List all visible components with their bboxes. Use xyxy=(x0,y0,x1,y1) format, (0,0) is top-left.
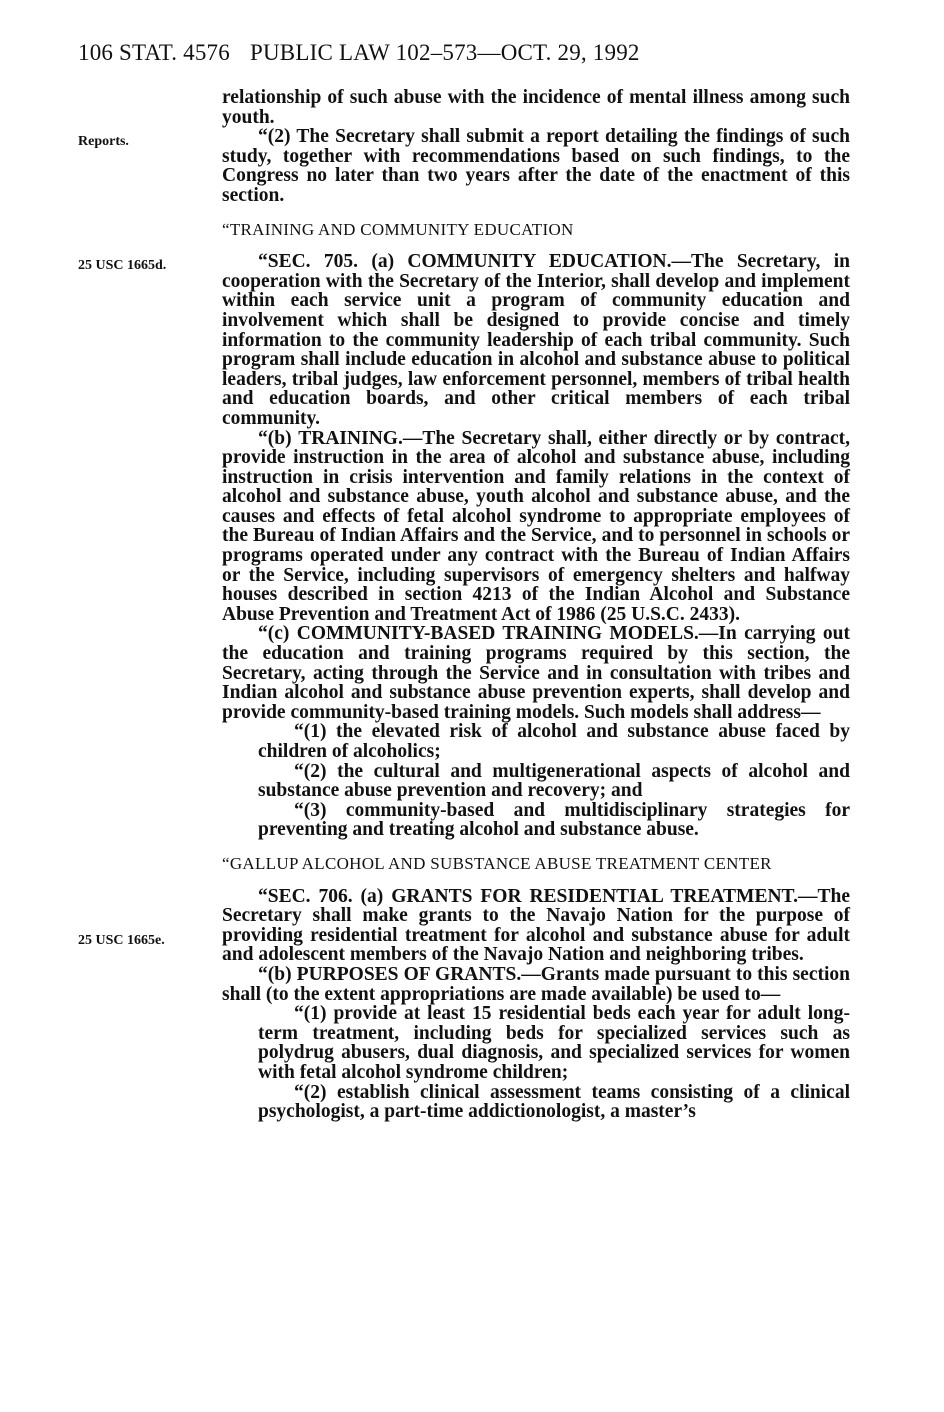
subsection-label: “(b) xyxy=(258,427,299,449)
section-705-a xyxy=(222,252,850,428)
section-heading-training: “TRAINING AND COMMUNITY EDUCATION xyxy=(222,219,574,239)
paragraph-continuation: relationship of such abuse with the incidence of mental illness among such youth. xyxy=(222,87,850,128)
statute-body xyxy=(222,88,850,1122)
stat-page-number: 106 STAT. 4576 xyxy=(78,40,230,65)
subsection-title-training-models: COMMUNITY-BASED TRAINING MODELS. xyxy=(296,623,699,645)
section-705-c xyxy=(222,624,850,722)
section-705-b xyxy=(222,429,850,625)
section-706-label: “SEC. 706. (a) xyxy=(258,885,392,907)
page-header xyxy=(78,40,848,70)
subsection-title-purposes: PURPOSES OF GRANTS. xyxy=(296,963,522,985)
section-heading-gallup: “GALLUP ALCOHOL AND SUBSTANCE ABUSE TREATMENT CENTER xyxy=(222,853,772,873)
subsection-title-community-education: COMMUNITY EDUCATION. xyxy=(407,251,672,273)
paragraph-reports: “(2) The Secretary shall submit a report detailing the findings of such study, together with recommendations based on such findings, to the Congress no later than two years after the date of the enactment of this section. xyxy=(222,126,850,206)
list-item: “(2) the cultural and multigenerational aspects of alcohol and substance abuse prevention and recovery; and xyxy=(258,760,850,802)
margin-note-usc-1665d: 25 USC 1665d. xyxy=(78,258,167,273)
list-item: “(2) establish clinical assessment teams consisting of a clinical psychologist, a part-time addictionologist, a master’s xyxy=(258,1081,850,1123)
subsection-label: “(b) xyxy=(258,963,297,985)
margin-note-usc-1665e: 25 USC 1665e. xyxy=(78,933,165,948)
subsection-text: —Grants made pursuant to this section shall (to the extent appropriations are made available) be used to— xyxy=(222,963,850,1005)
public-law-title: PUBLIC LAW 102–573—OCT. 29, 1992 xyxy=(250,40,640,65)
list-item: “(1) the elevated risk of alcohol and substance abuse faced by children of alcoholics; xyxy=(258,721,850,762)
subsection-text: —The Secretary shall make grants to the Navajo Nation for the purpose of providing residential treatment for alcohol and substance abuse for adult and adolescent members of the Navajo Nation and neighboring tribes. xyxy=(222,885,851,966)
section-706-a xyxy=(222,887,850,965)
subsection-title-residential-treatment: GRANTS FOR RESIDENTIAL TREATMENT. xyxy=(391,885,798,907)
subsection-text: —The Secretary, in cooperation with the Secretary of the Interior, shall develop and implement within each service unit a program of community education and involvement which shall be designed to provide concise and timely information to the community leadership of each tribal community. Such program shall include education in alcohol and substance abuse to political leaders, tribal judges, law enforcement personnel, members of tribal health and education boards, and other critical members of each tribal community. xyxy=(222,251,850,429)
margin-note-reports: Reports. xyxy=(78,134,129,149)
list-item: “(1) provide at least 15 residential beds each year for adult long-term treatment, including beds for specialized services such as polydrug abusers, dual diagnosis, and specialized services for women with fetal alcohol syndrome children; xyxy=(258,1003,850,1083)
subsection-text: —In carrying out the education and training programs required by this section, the Secretary, acting through the Service and in consultation with tribes and Indian alcohol and substance abuse prevention experts, shall develop and provide community-based training models. Such models shall address— xyxy=(222,623,850,723)
subsection-label: “(c) xyxy=(258,623,297,645)
section-706-b xyxy=(222,965,850,1004)
subsection-title-training: TRAINING. xyxy=(298,427,403,449)
subsection-text: —The Secretary shall, either directly or by contract, provide instruction in the area of alcohol and substance abuse, including instruction in crisis intervention and family relations in the context of alcohol and substance abuse, youth alcohol and substance abuse, and the causes and effects of fetal alcohol syndrome to appropriate employees of the Bureau of Indian Affairs and the Service, and to personnel in schools or programs operated under any contract with the Bureau of Indian Affairs or the Service, including supervisors of emergency shelters and halfway houses described in section 4213 of the Indian Alcohol and Substance Abuse Prevention and Treatment Act of 1986 (25 U.S.C. 2433). xyxy=(222,427,850,625)
list-item: “(3) community-based and multidisciplinary strategies for preventing and treating alcohol and substance abuse. xyxy=(258,799,850,841)
section-705-label: “SEC. 705. (a) xyxy=(258,251,408,273)
